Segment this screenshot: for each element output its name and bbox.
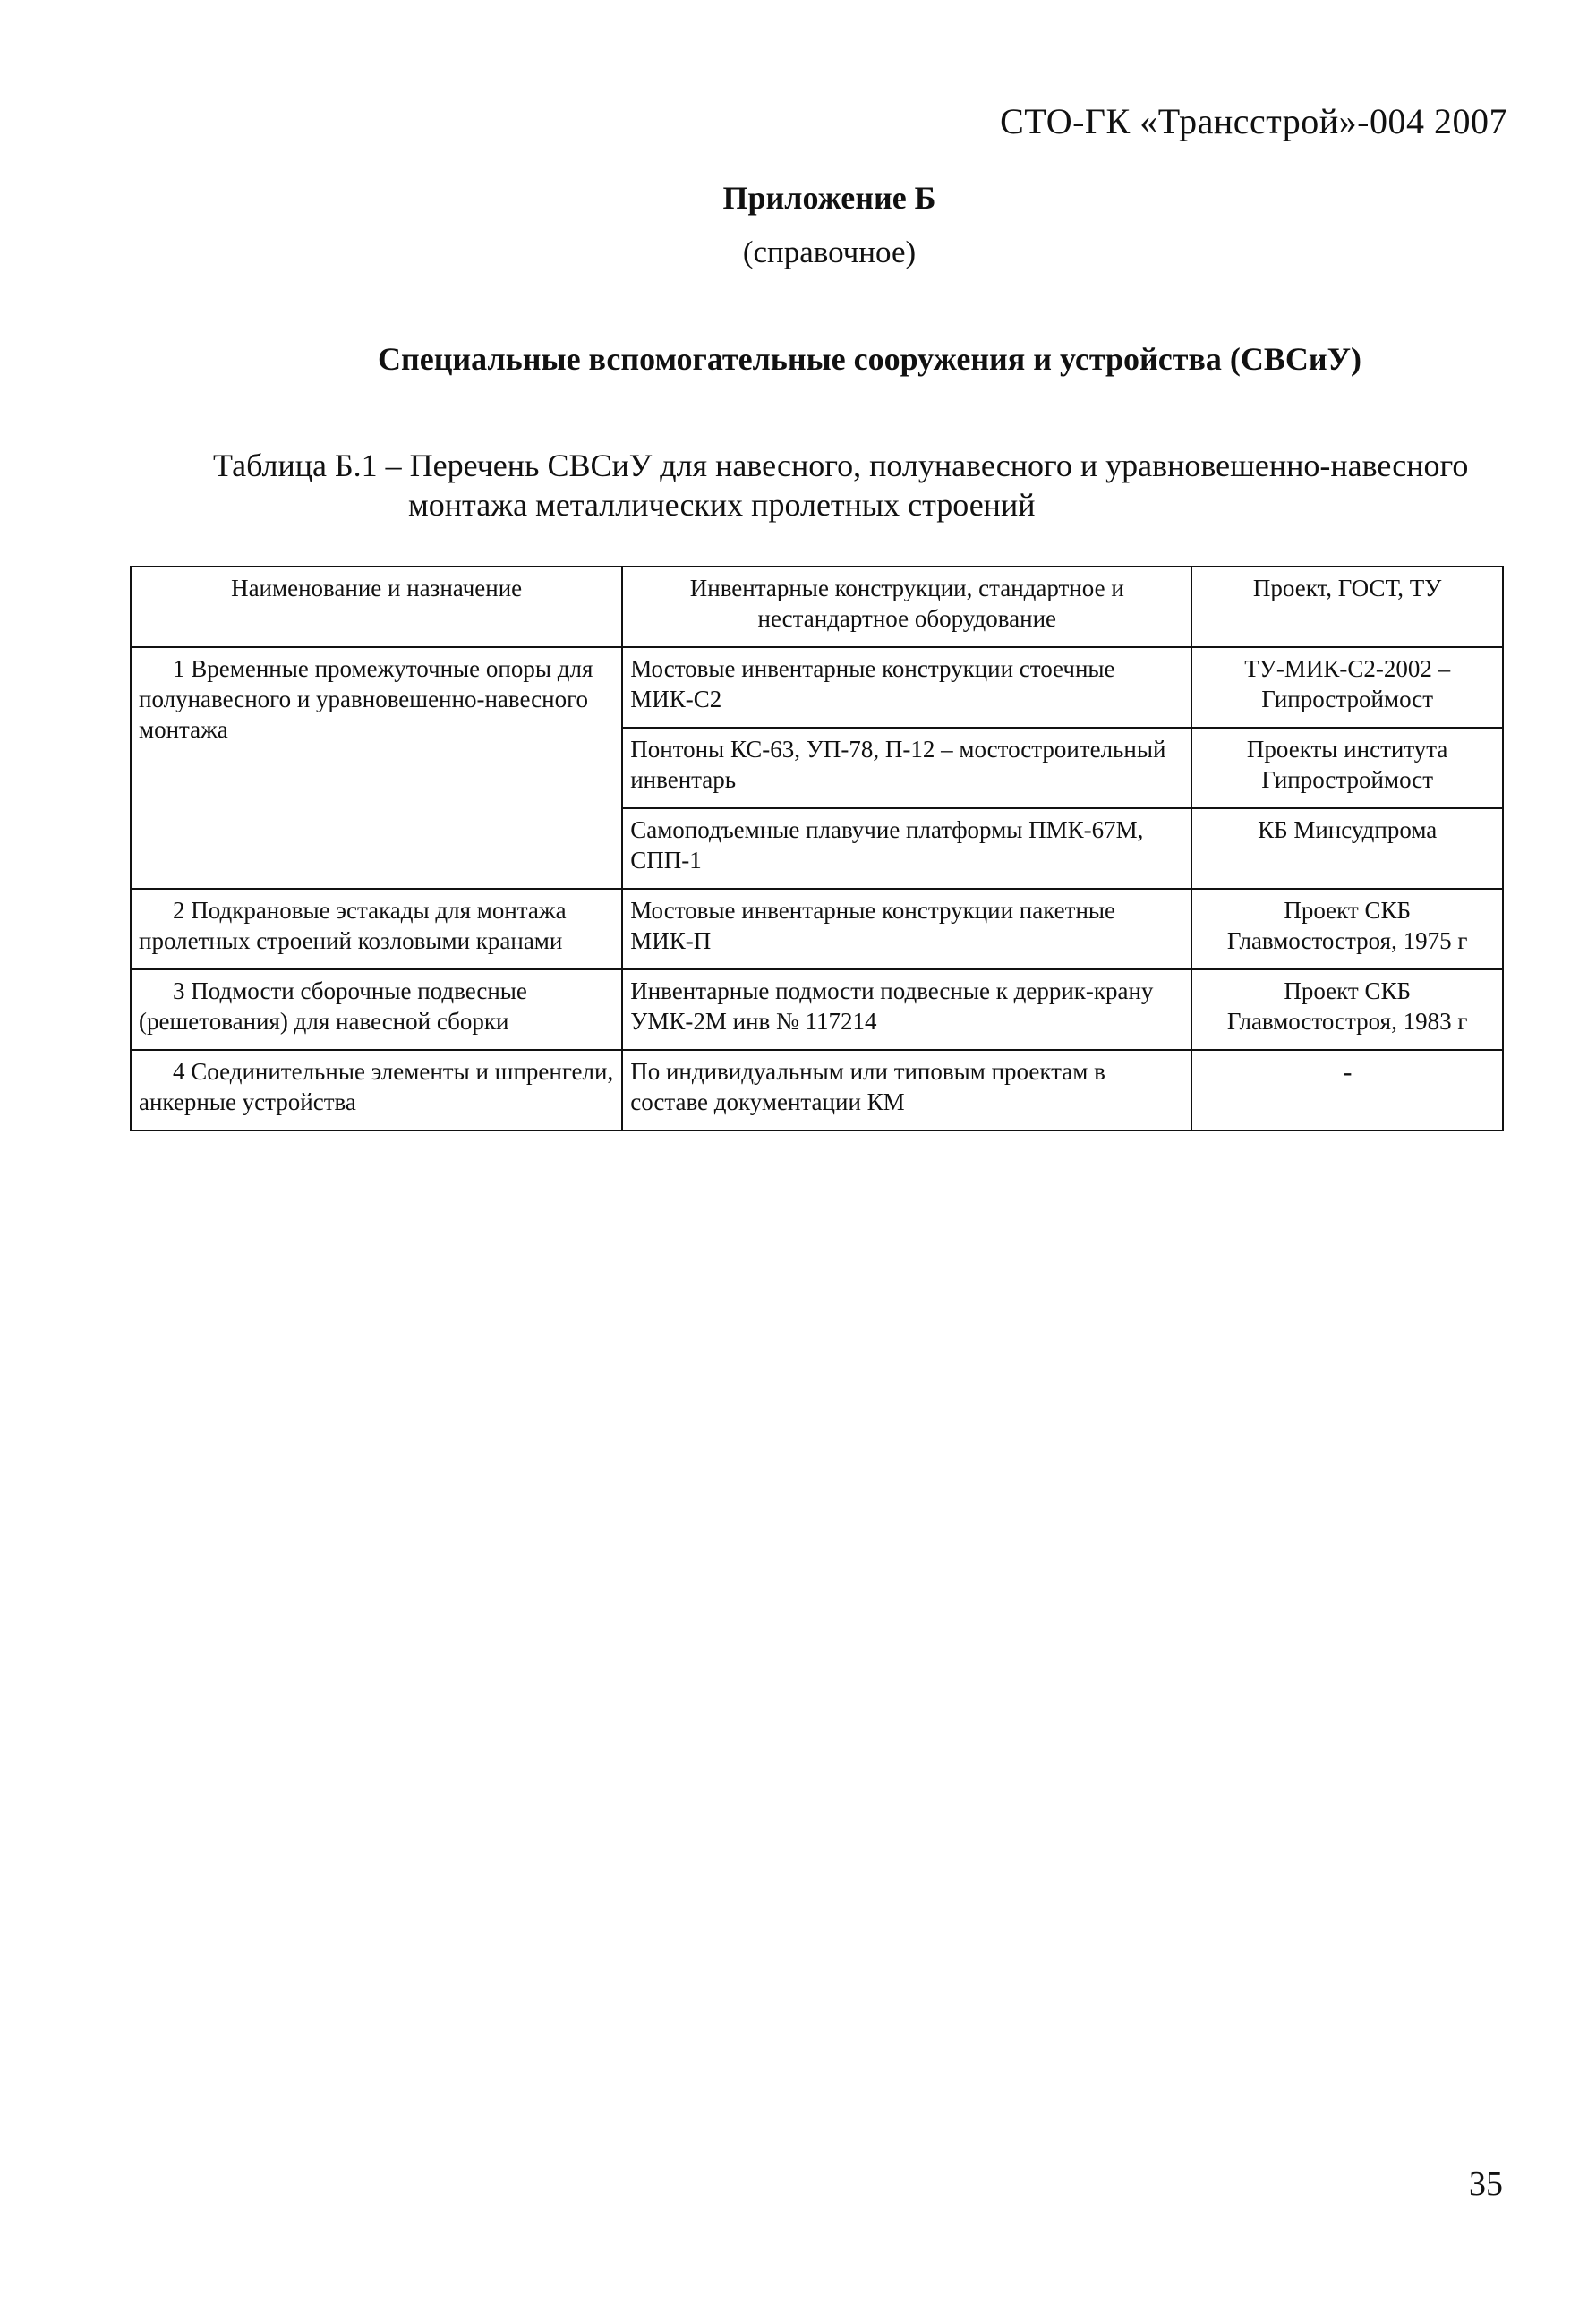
table-caption (213, 446, 1502, 525)
document-code: СТО-ГК «Трансстрой»-004 2007 (1000, 101, 1507, 141)
header-equipment: Инвентарные конструкции, стандартное и нестандартное оборудование (622, 567, 1191, 647)
row-3-equipment: Инвентарные подмости подвесные к деррик-крану УМК-2М инв № 117214 (622, 969, 1191, 1050)
row-1-project-3: КБ Минсудпрома (1191, 808, 1503, 889)
appendix-subtitle: (справочное) (742, 235, 917, 269)
header-project: Проект, ГОСТ, ТУ (1191, 567, 1503, 647)
row-3-name: 3 Подмости сборочные подвесные (решетования) для навесной сборки (131, 969, 622, 1050)
row-1-equipment-2: Понтоны КС-63, УП-78, П-12 – мостостроительный инвентарь (622, 728, 1191, 808)
row-2-name: 2 Подкрановые эстакады для монтажа пролетных строений козловыми кранами (131, 889, 622, 969)
table-row (131, 889, 1503, 969)
table-row (131, 647, 1503, 728)
table-row (131, 969, 1503, 1050)
table-caption-line-2: монтажа металлических пролетных строений (408, 487, 1036, 523)
page-number: 35 (1469, 2165, 1503, 2203)
row-3-project: Проект СКБ Главмостостроя, 1983 г (1191, 969, 1503, 1050)
row-4-name: 4 Соединительные элементы и шпренгели, анкерные устройства (131, 1050, 622, 1130)
row-1-name: 1 Временные промежуточные опоры для полунавесного и уравновешенно-навесного монтажа (131, 647, 622, 889)
row-4-equipment: По индивидуальным или типовым проектам в составе документации КМ (622, 1050, 1191, 1130)
table-header-row (131, 567, 1503, 647)
row-2-equipment: Мостовые инвентарные конструкции пакетные МИК-П (622, 889, 1191, 969)
equipment-table (130, 566, 1504, 1131)
appendix-title: Приложение Б (722, 180, 936, 216)
row-1-equipment-1: Мостовые инвентарные конструкции стоечные МИК-С2 (622, 647, 1191, 728)
table-caption-line-1: Таблица Б.1 – Перечень СВСиУ для навесного, полунавесного и уравновешенно-навесного (213, 448, 1469, 483)
section-title: Специальные вспомогательные сооружения и устройства (СВСиУ) (377, 341, 1362, 377)
row-2-project: Проект СКБ Главмостостроя, 1975 г (1191, 889, 1503, 969)
row-1-project-1: ТУ-МИК-С2-2002 – Гипростроймост (1191, 647, 1503, 728)
row-1-equipment-3: Самоподъемные плавучие платформы ПМК-67М, СПП-1 (622, 808, 1191, 889)
header-name-purpose: Наименование и назначение (131, 567, 622, 647)
row-1-project-2: Проекты института Гипростроймост (1191, 728, 1503, 808)
table-row (131, 1050, 1503, 1130)
row-4-project: - (1191, 1050, 1503, 1130)
